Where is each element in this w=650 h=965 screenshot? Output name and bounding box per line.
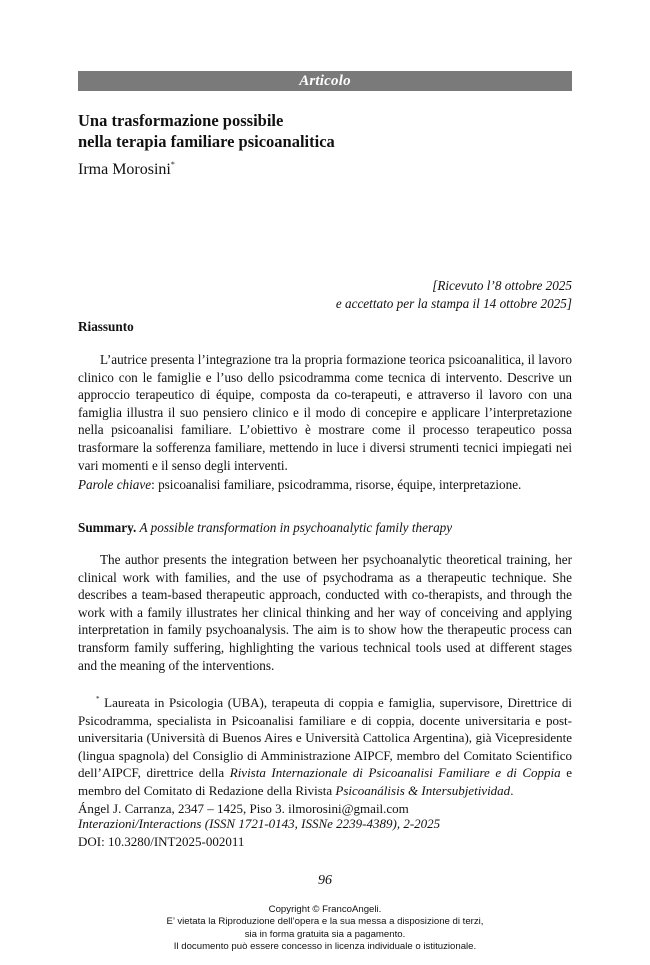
author-footnote-mark: * <box>170 160 175 169</box>
page-number: 96 <box>318 873 332 888</box>
footnote-mark: * <box>96 695 100 703</box>
received-note <box>78 277 572 313</box>
footnote-text-b: e membro del Comitato di Redazione della Rivista <box>78 765 573 798</box>
copyright-notice <box>0 904 650 953</box>
copyright-line-3: sia in forma gratuita sia a pagamento. <box>244 928 406 940</box>
title-line-2: nella terapia familiare psicoanalitica <box>78 132 335 151</box>
summary-label: Summary. <box>78 520 137 535</box>
keywords <box>78 476 572 494</box>
author-text: Irma Morosini <box>78 161 171 178</box>
section-banner: Articolo <box>78 71 572 91</box>
title-line-1: Una trasformazione possibile <box>78 111 284 130</box>
riassunto-text: L’autrice presenta l’integrazione tra la propria formazione teorica psicoanalitica, il lavoro clinico con le famiglie e l’uso dello psicodramma come tecnica di intervento. Descrive un approccio terapeutico di équipe, composta da co-terapeuti, e attraverso il lavoro con una famiglia illustra il suo pensiero clinico e il modo di concepire e applicare l’interpretazione nella psicoanalisi familiare. L’obiettivo è mostrare come il processo terapeutico possa trasformare la sofferenza familiare, mettendo in luce i diversi strumenti tecnici impiegati nei vari momenti e il senso degli interventi. <box>78 352 572 473</box>
summary-text: The author presents the integration between her psychoanalytic theoretical training, her clinical work with families, and the use of psychodrama as a therapeutic technique. She describes a team-based therapeutic approach, conducted with co-therapists, and through the work with a family illustrates her clinical thinking and her way of conceiving and applying interpretation in family psychoanalysis. The aim is to show how the therapeutic process can transform family suffering, highlighting the various technical tools used at different stages and the meaning of the interventions. <box>78 552 572 673</box>
article-title <box>78 110 572 152</box>
copyright-line-4: Il documento può essere concesso in licenza individuale o istituzionale. <box>173 940 477 952</box>
copyright-line-2: E’ vietata la Riproduzione dell’opera e la sua messa a disposizione di terzi, <box>166 916 484 928</box>
doi-line: DOI: 10.3280/INT2025-002011 <box>78 833 245 849</box>
summary-subtitle: A possible transformation in psychoanalytic family therapy <box>139 520 453 535</box>
riassunto-heading: Riassunto <box>78 319 134 334</box>
footnote-journal-1: Rivista Internazionale di Psicoanalisi Familiare e di Coppia <box>229 765 561 781</box>
author-footnote <box>78 691 572 817</box>
received-line-1: [Ricevuto l’8 ottobre 2025 <box>432 278 572 293</box>
copyright-line-1: Copyright © FrancoAngeli. <box>268 904 382 915</box>
footnote-journal-2: Psicoanálisis & Intersubjetividad <box>335 782 511 798</box>
keywords-label: Parole chiave <box>78 477 152 492</box>
journal-citation <box>78 815 572 850</box>
footnote-text-a: Laureata in Psicologia (UBA), terapeuta di coppia e famiglia, supervisore, Direttrice di Psicodramma, specialista in Psicoanalisi familiare e di coppia, docente universitaria e post-universitaria (Università di Buenos Aires e Università Cattolica Argentina), già Vicepresidente (lingua spagnola) del Consiglio di Amministrazione AIPCF, membro del Comitato Scientifico dell’AIPCF, direttrice della <box>78 695 573 781</box>
footnote-text-c: . <box>510 782 514 798</box>
footnote-address: Ángel J. Carranza, 2347 – 1425, Piso 3. ilmorosini@gmail.com <box>78 800 409 816</box>
received-line-2: e accettato per la stampa il 14 ottobre 2025] <box>335 296 572 311</box>
author-name <box>78 155 572 180</box>
summary-heading <box>78 519 452 537</box>
journal-line: Interazioni/Interactions (ISSN 1721-0143, ISSNe 2239-4389), 2-2025 <box>78 816 441 831</box>
keywords-list: : psicoanalisi familiare, psicodramma, risorse, équipe, interpretazione. <box>151 477 522 492</box>
